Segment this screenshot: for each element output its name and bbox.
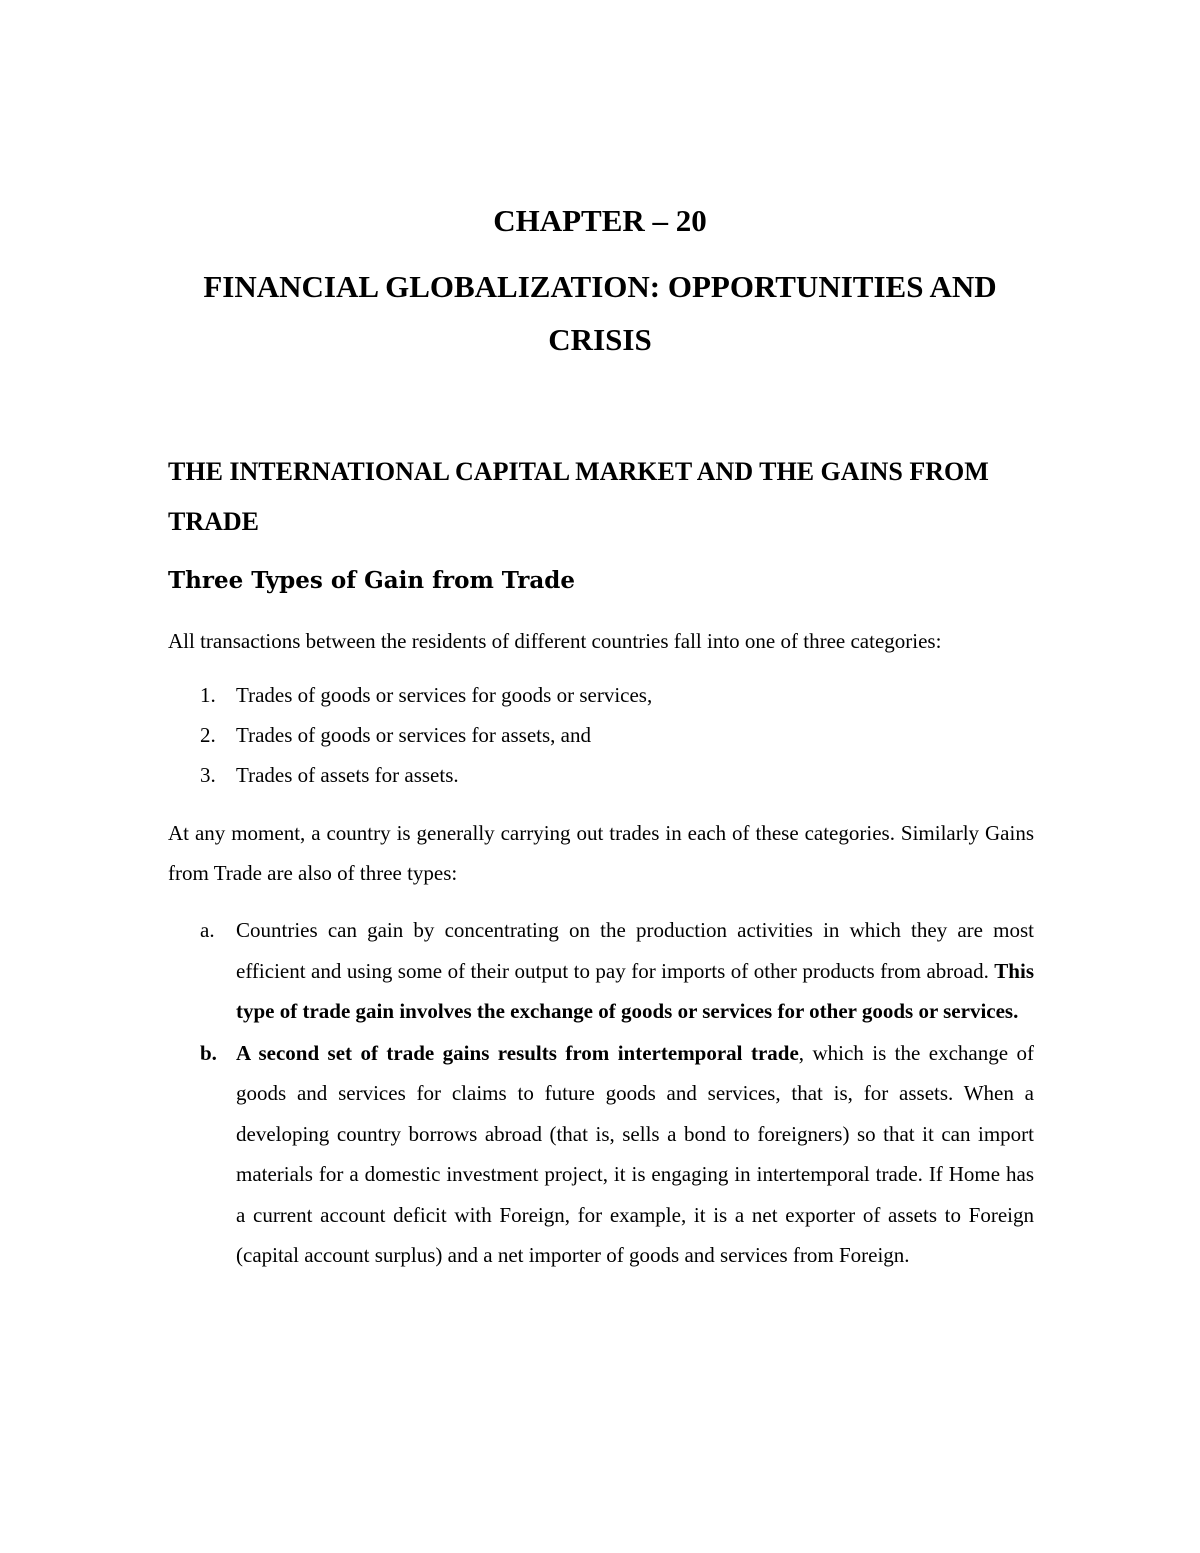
gains-intro-paragraph: At any moment, a country is generally carrying out trades in each of these categories. Similarly Gains from Trade are also of three types: — [168, 821, 1034, 885]
list-marker: 2. — [200, 723, 216, 747]
categories-list — [168, 675, 1034, 795]
list-item — [168, 910, 1034, 1032]
list-item — [168, 675, 1034, 715]
subheading: Three Types of Gain from Trade — [168, 567, 575, 594]
chapter-title-line-1: FINANCIAL GLOBALIZATION: OPPORTUNITIES AND — [203, 269, 997, 304]
section-heading — [168, 447, 1048, 547]
chapter-title-line-2: CRISIS — [548, 322, 652, 357]
list-item-text: Countries can gain by concentrating on the production activities in which they are most efficient and using some of their output to pay for imports of other products from abroad. — [236, 918, 1034, 983]
list-item-bold-text: This type of trade gain involves the exchange of goods or services for other goods or services. — [236, 958, 1034, 1023]
list-item — [168, 755, 1034, 795]
intro-paragraph: All transactions between the residents of different countries fall into one of three categories: — [168, 629, 942, 653]
list-item-bold-text: A second set of trade gains results from intertemporal trade — [236, 1040, 799, 1065]
list-marker: a. — [200, 918, 215, 942]
list-item-text: Trades of goods or services for goods or services, — [236, 683, 653, 707]
list-marker: 3. — [200, 763, 216, 787]
list-item — [168, 1033, 1034, 1276]
list-item — [168, 715, 1034, 755]
chapter-title — [0, 260, 1200, 366]
list-marker: 1. — [200, 683, 216, 707]
list-marker: b. — [200, 1040, 217, 1065]
list-item-text: Trades of goods or services for assets, and — [236, 723, 591, 747]
section-heading-line-1: THE INTERNATIONAL CAPITAL MARKET AND THE GAINS FROM — [168, 457, 989, 486]
section-heading-line-2: TRADE — [168, 507, 260, 536]
list-item-text: Trades of assets for assets. — [236, 763, 459, 787]
list-item-text: , which is the exchange of goods and services for claims to future goods and services, that is, for assets. When a developing country borrows abroad (that is, sells a bond to foreigners) so that it can import materials for a domestic investment project, it is engaging in intertemporal trade. If Home has a current account deficit with Foreign, for example, it is a net exporter of assets to Foreign (capital account surplus) and a net importer of goods and services from Foreign. — [236, 1040, 1034, 1267]
chapter-number: CHAPTER – 20 — [493, 203, 707, 238]
gains-list — [168, 910, 1034, 1277]
